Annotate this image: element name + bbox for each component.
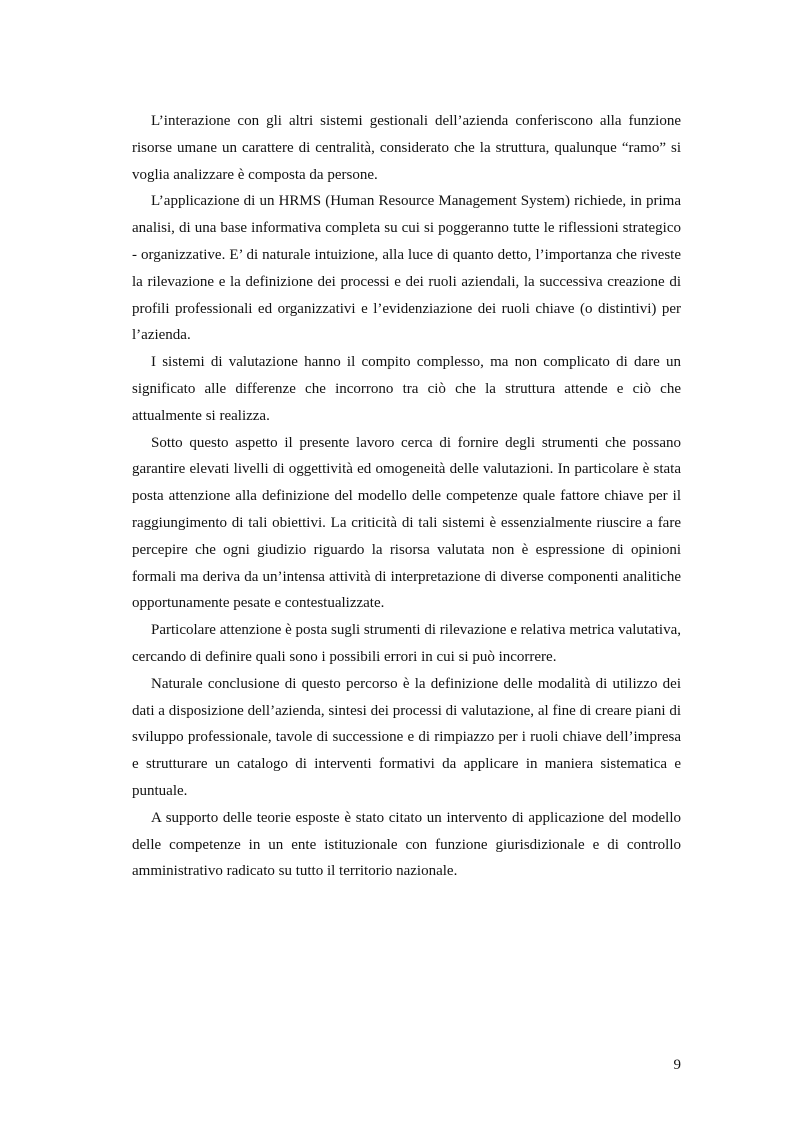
- page-number: 9: [673, 1057, 681, 1073]
- body-text: [132, 108, 681, 885]
- paragraph-4: Sotto questo aspetto il presente lavoro cerca di fornire degli strumenti che possano garantire elevati livelli di oggettività ed omogeneità delle valutazioni. In particolare è stata posta attenzione alla definizione del modello delle competenze quale fattore chiave per il raggiungimento di tali obiettivi. La criticità di tali sistemi è essenzialmente riuscire a fare percepire che ogni giudizio riguardo la risorsa valutata non è espressione di opinioni formali ma deriva da un’intensa attività di interpretazione di diverse componenti analitiche opportunamente pesate e contestualizzate.: [132, 434, 681, 612]
- paragraph-1: L’interazione con gli altri sistemi gestionali dell’azienda conferiscono alla funzione risorse umane un carattere di centralità, considerato che la struttura, qualunque “ramo” si voglia analizzare è composta da persone.: [132, 113, 681, 183]
- paragraph-6: Naturale conclusione di questo percorso è la definizione delle modalità di utilizzo dei dati a disposizione dell’azienda, sintesi dei processi di valutazione, al fine di creare piani di sviluppo professionale, tavole di successione e di rimpiazzo per i ruoli chiave dell’impresa e strutturare un catalogo di interventi formativi da applicare in maniera sistematica e puntuale.: [132, 675, 681, 799]
- paragraph-7: A supporto delle teorie esposte è stato citato un intervento di applicazione del modello delle competenze in un ente istituzionale con funzione giurisdizionale e di controllo amministrativo radicato su tutto il territorio nazionale.: [132, 809, 681, 880]
- paragraph-2: L’applicazione di un HRMS (Human Resource Management System) richiede, in prima analisi, di una base informativa completa su cui si poggeranno tutte le riflessioni strategico - organizzative. E’ di naturale intuizione, alla luce di quanto detto, l’importanza che riveste la rilevazione e la definizione dei processi e dei ruoli aziendali, la successiva creazione di profili professionali ed organizzativi e l’evidenziazione dei ruoli chiave (o distintivi) per l’azienda.: [132, 193, 681, 344]
- paragraph-3: I sistemi di valutazione hanno il compito complesso, ma non complicato di dare un significato alle differenze che incorrono tra ciò che la struttura attende e ciò che attualmente si realizza.: [132, 354, 681, 424]
- paragraph-5: Particolare attenzione è posta sugli strumenti di rilevazione e relativa metrica valutativa, cercando di definire quali sono i possibili errori in cui si può incorrere.: [132, 622, 681, 665]
